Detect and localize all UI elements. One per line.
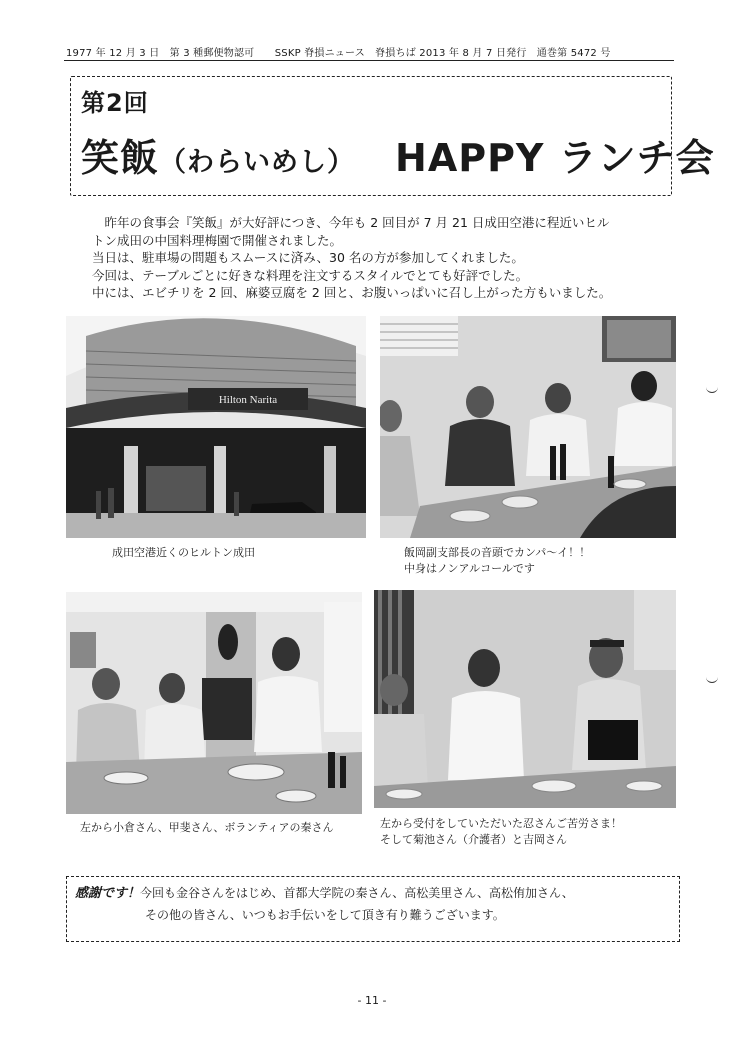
reception-caption [380, 816, 622, 848]
reception-photo-image [374, 590, 676, 808]
thanks-box [66, 876, 680, 942]
event-title [81, 127, 715, 182]
volunteers-photo [66, 592, 362, 814]
reception-photo [374, 590, 676, 808]
hotel-sign-text: Hilton Narita [218, 394, 278, 406]
thanks-text: 今回も金谷さんをはじめ、首都大学院の秦さん、高松美里さん、高松侑加さん、 [140, 886, 574, 900]
hotel-caption: 成田空港近くのヒルトン成田 [112, 546, 255, 559]
volunteers-photo-image [66, 592, 362, 814]
header-rule [64, 60, 674, 61]
reception-caption-line: 左から受付をしていただいた忍さんご苦労さま！ [380, 817, 622, 830]
hotel-photo [66, 316, 366, 538]
binding-mark [706, 384, 718, 393]
thanks-line: その他の皆さん、いつもお手伝いをして頂き有り難うございます。 [145, 908, 505, 922]
intro-line: 当日は、駐車場の問題もスムースに済み、30 名の方が参加してくれました。 [92, 250, 524, 265]
event-title-subtitle: HAPPY ランチ会 [395, 136, 715, 180]
toast-photo [380, 316, 676, 538]
page-number: - 11 - [357, 994, 387, 1007]
title-box [70, 76, 715, 196]
event-title-reading: （わらいめし） [159, 147, 356, 178]
event-number: 第2回 [81, 89, 149, 117]
intro-line: トン成田の中国料理梅園で開催されました。 [92, 232, 343, 248]
event-title-kanji: 笑飯 [81, 136, 160, 180]
toast-caption-line: 中身はノンアルコールです [404, 562, 535, 575]
toast-photo-image [380, 316, 676, 538]
reception-caption-line: そして菊池さん（介護者）と吉岡さん [380, 833, 567, 846]
intro-text [92, 214, 682, 302]
toast-caption-line: 飯岡副支部長の音頭でカンパ～イ！！ [404, 546, 591, 559]
intro-line: 中には、エビチリを 2 回、麻婆豆腐を 2 回と、お腹いっぱいに召し上がった方もいました。 [92, 285, 612, 300]
binding-mark [706, 674, 718, 683]
thanks-line [75, 883, 574, 904]
toast-caption [404, 545, 590, 577]
hotel-photo-image [66, 316, 366, 538]
intro-line: 今回は、テーブルごとに好きな料理を注文するスタイルでとても好評でした。 [92, 267, 529, 283]
newsletter-header: 1977 年 12 月 3 日 第 3 種郵便物認可 SSKP 脊損ニュース 脊損ちば 2013 年 8 月 7 日発行 通巻第 5472 号 [66, 48, 611, 59]
thanks-lead: 感謝です！ [75, 886, 141, 901]
volunteers-caption: 左から小倉さん、甲斐さん、ボランティアの秦さん [80, 821, 334, 834]
intro-line: 昨年の食事会『笑飯』が大好評につき、今年も 2 回目が 7 月 21 日成田空港に程近いヒル [92, 215, 610, 230]
